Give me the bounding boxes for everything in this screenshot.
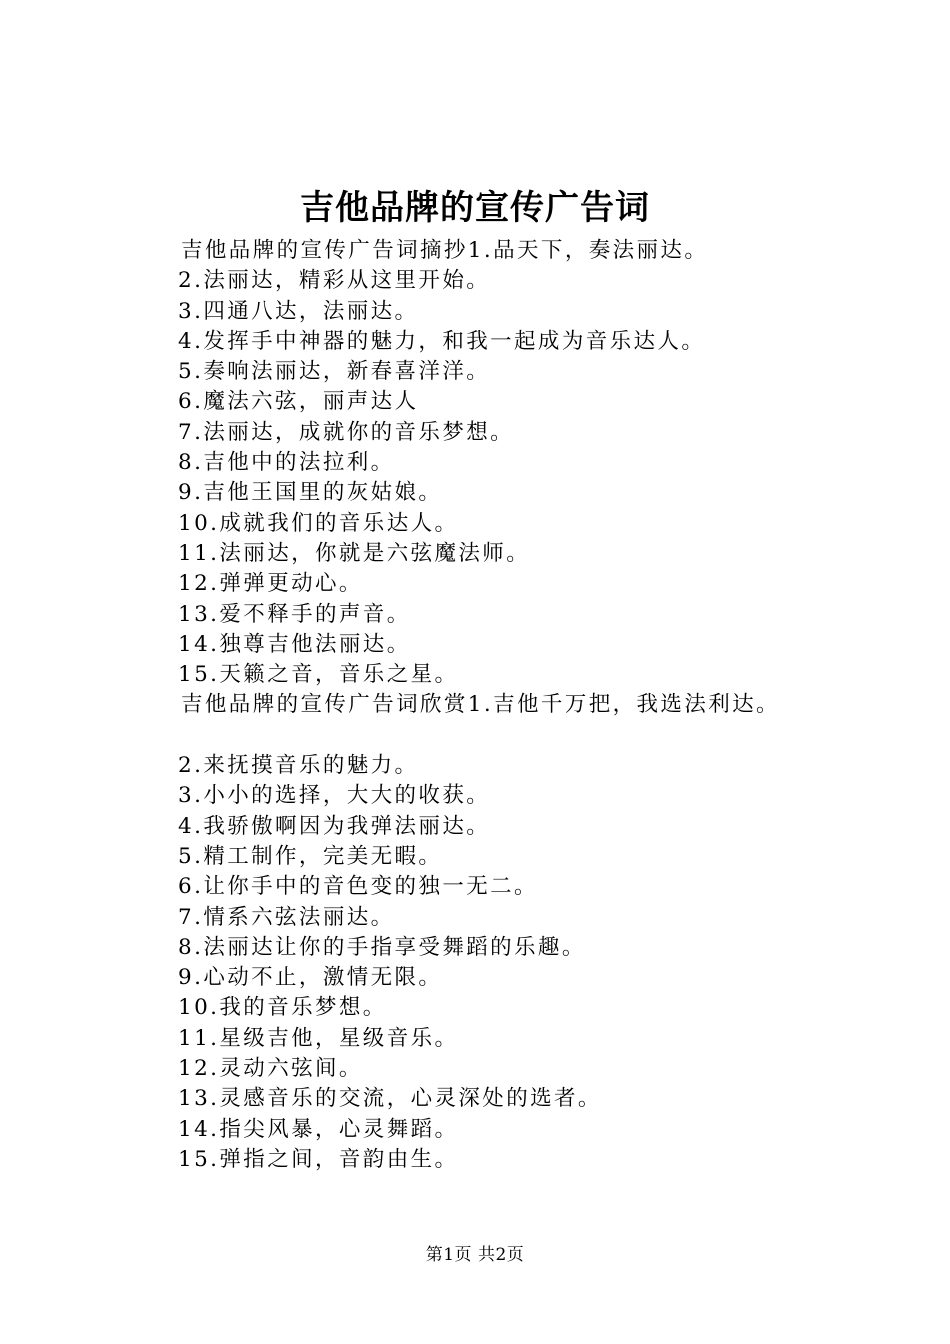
list-item: 9.吉他王国里的灰姑娘。 <box>178 480 443 506</box>
list-item: 6.让你手中的音色变的独一无二。 <box>178 874 538 900</box>
list-item: 11.法丽达，你就是六弦魔法师。 <box>178 540 531 566</box>
section2-intro: 吉他品牌的宣传广告词欣赏1.吉他千万把，我选法利达。 <box>181 692 780 718</box>
list-item: 14.指尖风暴，心灵舞蹈。 <box>178 1116 459 1142</box>
list-item: 10.我的音乐梦想。 <box>178 995 387 1021</box>
list-item: 9.心动不止，激情无限。 <box>178 965 443 991</box>
list-item: 10.成就我们的音乐达人。 <box>178 510 459 536</box>
list-item: 4.我骄傲啊因为我弹法丽达。 <box>178 813 491 839</box>
list-item: 6.魔法六弦，丽声达人 <box>178 389 419 415</box>
document-body <box>178 236 918 1175</box>
list-item: 3.四通八达，法丽达。 <box>178 298 419 324</box>
list-item: 5.奏响法丽达，新春喜洋洋。 <box>178 359 491 385</box>
list-item: 7.情系六弦法丽达。 <box>178 904 395 930</box>
list-item: 13.爱不释手的声音。 <box>178 601 411 627</box>
list-item: 7.法丽达，成就你的音乐梦想。 <box>178 419 515 445</box>
list-item: 12.灵动六弦间。 <box>178 1056 363 1082</box>
list-item: 2.法丽达，精彩从这里开始。 <box>178 268 491 294</box>
list-item: 3.小小的选择，大大的收获。 <box>178 783 491 809</box>
section1-intro: 吉他品牌的宣传广告词摘抄1.品天下，奏法丽达。 <box>181 238 709 263</box>
list-item: 4.发挥手中神器的魅力，和我一起成为音乐达人。 <box>178 328 706 354</box>
list-item: 8.法丽达让你的手指享受舞蹈的乐趣。 <box>178 934 586 960</box>
list-item: 5.精工制作，完美无暇。 <box>178 843 443 869</box>
list-item: 12.弹弹更动心。 <box>178 571 363 597</box>
list-item: 15.天籁之音，音乐之星。 <box>178 662 459 688</box>
page-number: 第1页 共2页 <box>425 1245 525 1265</box>
list-item: 8.吉他中的法拉利。 <box>178 450 395 476</box>
list-item: 11.星级吉他，星级音乐。 <box>178 1025 459 1051</box>
list-item: 14.独尊吉他法丽达。 <box>178 631 411 657</box>
list-item: 15.弹指之间，音韵由生。 <box>178 1146 459 1172</box>
list-item: 2.来抚摸音乐的魅力。 <box>178 753 419 779</box>
list-item: 13.灵感音乐的交流，心灵深处的选者。 <box>178 1086 602 1112</box>
blank-line <box>178 721 918 751</box>
page-title: 吉他品牌的宣传广告词 <box>300 188 650 228</box>
